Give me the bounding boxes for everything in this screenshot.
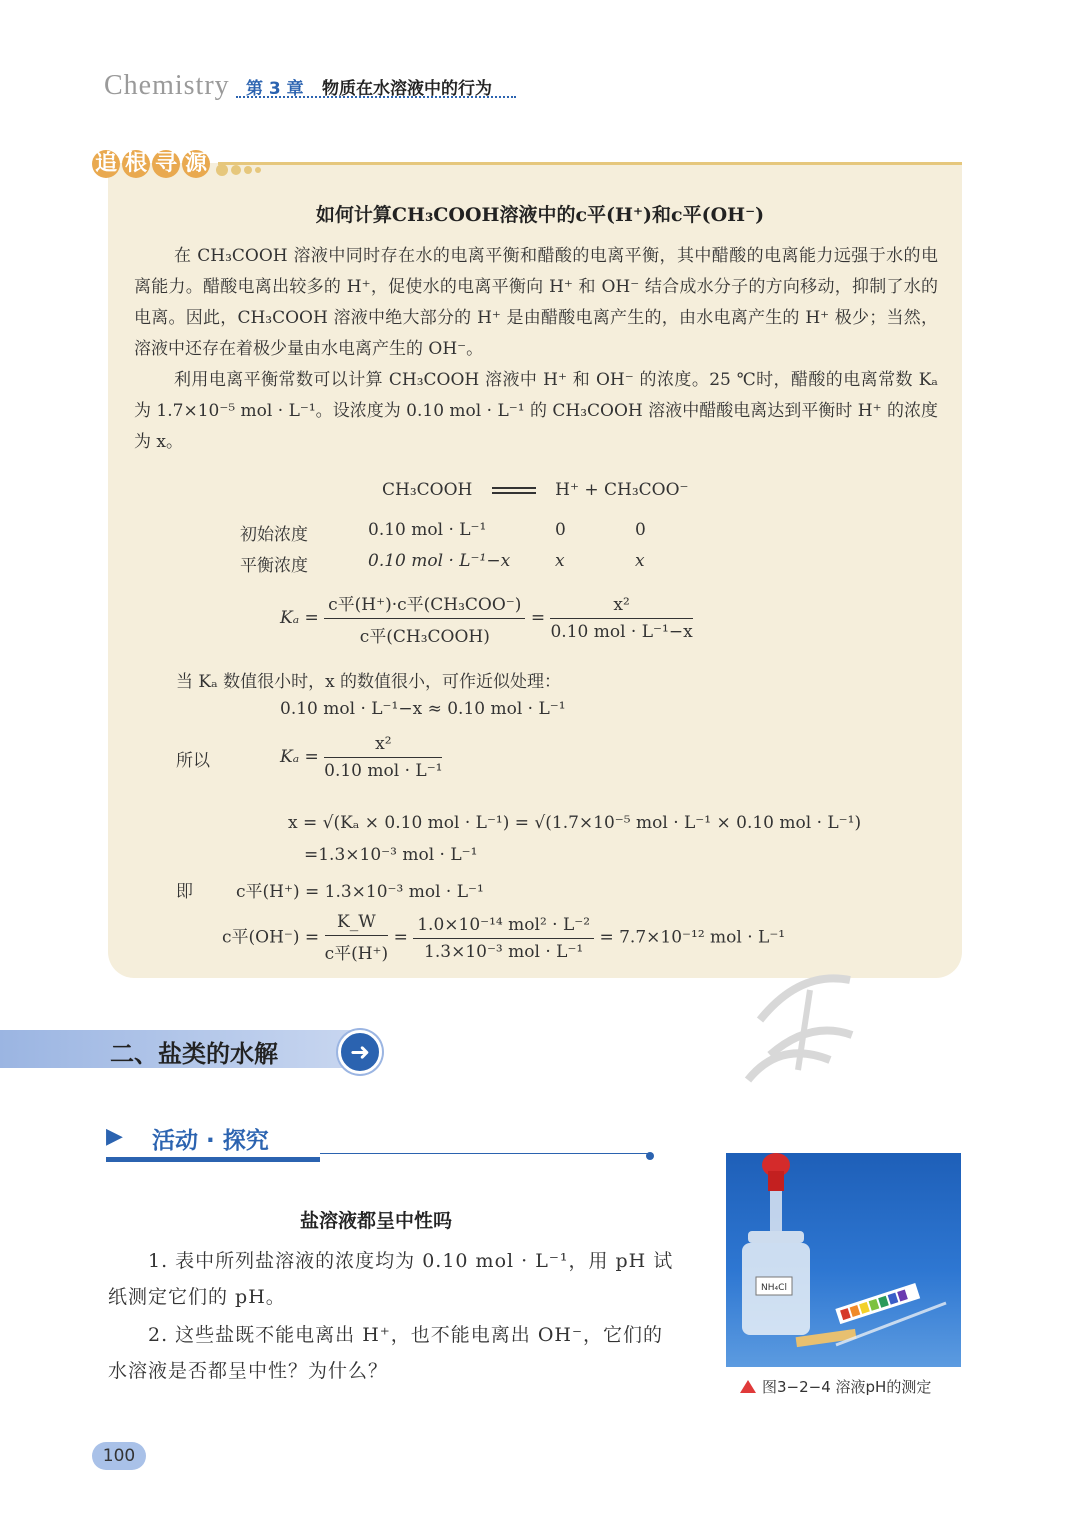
fraction-numerator: K_W [325,912,389,936]
activity-underline [106,1157,320,1162]
tag-char: 源 [182,150,210,178]
ph-test-photo [726,1153,961,1367]
ph-test-illustration [726,1153,961,1367]
activity-underline-thin [320,1153,650,1154]
question-text: 2. 这些盐既不能电离出 H⁺，也不能电离出 OH⁻，它们的水溶液是否都呈中性？为什么？ [108,1324,664,1382]
box-tag [92,150,212,180]
reaction-equation [382,480,689,500]
ka2-equation: Kₐ = $\frac{\text{x²}}{\text{0.10 mol · L⁻¹}}$ [280,734,443,781]
box-paragraph-1 [134,241,938,365]
box-paragraph-2 [134,365,938,458]
ka-fraction-1 [324,590,525,647]
watermark-glyph [740,960,860,1090]
play-icon: ▶ [106,1124,123,1149]
chapter-title: 物质在水溶液中的行为 [322,79,492,99]
caption-text: 图3−2−4 溶液pH的测定 [762,1378,932,1396]
activity-title: 活动 · 探究 [152,1128,269,1154]
row-initial-val: 0.10 mol · L⁻¹ [368,520,487,540]
row-equilibrium-val: x [635,551,645,571]
row-equilibrium-val: 0.10 mol · L⁻¹−x [368,551,511,571]
oh-fraction-2 [413,915,594,962]
question-2 [108,1317,674,1389]
ka2-fraction [324,734,442,781]
equilibrium-arrows-icon [492,484,536,497]
question-text: 1. 表中所列盐溶液的浓度均为 0.10 mol · L⁻¹，用 pH 试纸测定它们的 pH。 [108,1250,674,1308]
fraction-denominator: 0.10 mol · L⁻¹ [324,761,443,781]
activity-dot [646,1152,654,1160]
fraction-denominator: 0.10 mol · L⁻¹−x [550,622,693,642]
fraction-numerator: 1.0×10⁻¹⁴ mol² · L⁻² [413,915,594,939]
chapter-number: 第 3 章 [246,79,304,99]
row-initial-val: 0 [555,520,566,540]
header-divider [236,96,516,98]
paragraph-text: 利用电离平衡常数可以计算 CH₃COOH 溶液中 H⁺ 和 OH⁻ 的浓度。25 ℃时，醋酸的电离常数 Kₐ 为 1.7×10⁻⁵ mol · L⁻¹。设浓度为 0.10 mol · L⁻¹ 的 CH₃COOH 溶液中醋酸电离达到平衡时 H⁺ 的浓度为 x。 [134,370,938,452]
row-initial-val: 0 [635,520,646,540]
approx-text: 当 Kₐ 数值很小时，x 的数值很小，可作近似处理： [176,672,562,692]
fraction-denominator: 1.3×10⁻³ mol · L⁻¹ [424,941,584,962]
row-equilibrium-label: 平衡浓度 [240,556,308,576]
ka-label: Kₐ = [280,608,319,628]
fraction-denominator: c平(H⁺) [324,944,389,964]
header-brand: Chemistry [104,70,230,101]
fraction-denominator: c平(CH₃COOH) [359,627,490,647]
h-concentration-eq: c平(H⁺) = 1.3×10⁻³ mol · L⁻¹ [236,882,484,902]
ka-equation: Kₐ = $\frac{\text{c平(H⁺)·c平(CH₃COO⁻)}}{\text{c平(CH₃COOH)}}$ = $\frac{\text{x²}}{\text{0.10 mol · L⁻¹−x}}$ [280,590,693,647]
row-initial-label: 初始浓度 [240,525,308,545]
so-label: 所以 [176,751,210,771]
question-title: 盐溶液都呈中性吗 [300,1210,453,1232]
oh-left: c平(OH⁻) = [222,927,320,948]
figure-caption [740,1376,931,1397]
x-result: =1.3×10⁻³ mol · L⁻¹ [304,845,478,865]
approx-equation: 0.10 mol · L⁻¹−x ≈ 0.10 mol · L⁻¹ [280,699,566,719]
ji-label: 即 [176,882,193,902]
oh-fraction-1 [325,912,389,964]
fraction-numerator: x² [550,595,692,619]
fraction-numerator: c平(H⁺)·c平(CH₃COO⁻) [324,590,525,619]
bottle-label: NH₄Cl [761,1283,787,1293]
oh-equation: c平(OH⁻) = $\frac{K\_W}{\text{c平(H⁺)}}$ = $\frac{\text{1.0×10⁻¹⁴ mol² · L⁻²}}{\text{1.3×10⁻³ mol · L⁻¹}}$ = 7.7×10⁻¹² mol · L⁻¹ [222,912,786,964]
arrow-right-icon: ➜ [338,1030,382,1074]
reaction-left: CH₃COOH [382,480,473,500]
x-equation: x = √(Kₐ × 0.10 mol · L⁻¹) = √(1.7×10⁻⁵ mol · L⁻¹ × 0.10 mol · L⁻¹) [288,813,862,833]
section-title: 二、盐类的水解 [110,1040,278,1068]
oh-result: = 7.7×10⁻¹² mol · L⁻¹ [599,927,786,948]
fraction-numerator: x² [324,734,442,758]
page-number: 100 [92,1442,146,1470]
tag-char: 根 [122,150,150,178]
box-title: 如何计算CH₃COOH溶液中的c平(H⁺)和c平(OH⁻) [315,204,765,226]
tag-char: 寻 [152,150,180,178]
reaction-right: H⁺ + CH₃COO⁻ [555,480,689,500]
row-equilibrium-val: x [555,551,565,571]
tag-dots [216,159,264,178]
tag-char: 追 [92,150,120,178]
paragraph-text: 在 CH₃COOH 溶液中同时存在水的电离平衡和醋酸的电离平衡，其中醋酸的电离能力远强于水的电离能力。醋酸电离出较多的 H⁺，促使水的电离平衡向 H⁺ 和 OH⁻ 结合成水分子的方向移动，抑制了水的电离。因此，CH₃COOH 溶液中绝大部分的 H⁺ 是由醋酸电离产生的，由水电离产生的 H⁺ 极少；当然，溶液中还存在着极少量由水电离产生的 OH⁻。 [134,246,938,359]
ka-fraction-2 [550,595,692,642]
box-top-line [218,162,962,165]
question-1 [108,1243,674,1315]
triangle-icon [740,1380,756,1393]
